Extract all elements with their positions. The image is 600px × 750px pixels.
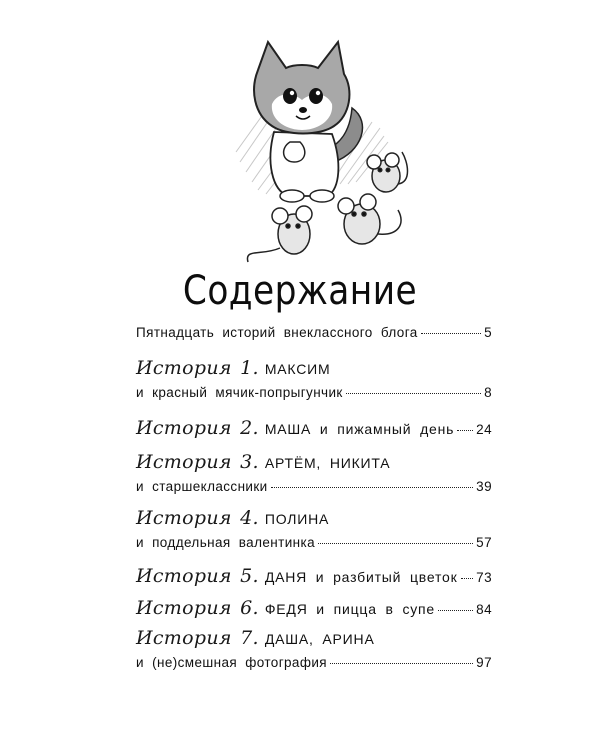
toc-line [136,507,492,529]
toc-entry-story-7[interactable] [136,627,492,670]
toc-entry-title: ПОЛИНА [264,511,330,527]
dot-leader [457,430,473,431]
toc-entry-story-6[interactable] [136,597,492,619]
story-number-label: История 1. [136,357,259,379]
toc-line [136,325,492,340]
mouse-icon [367,152,408,192]
toc-line [136,597,492,619]
toc-entry-title: МАКСИМ [264,361,331,377]
toc-line [136,535,492,550]
fox-with-mice-illustration [222,12,410,274]
page-title: Содержание [182,268,418,314]
toc-line [136,627,492,649]
page-number: 84 [476,602,492,617]
story-number-label: История 3. [136,451,259,473]
toc-entry-title: ДАНЯ и разбитый цветок [264,569,458,585]
toc-line [136,479,492,494]
mouse-icon [247,206,312,262]
toc-line [136,417,492,439]
dot-leader [330,663,473,664]
page-number: 8 [484,385,492,400]
toc-entry-title: МАША и пижамный день [264,421,455,437]
fox-cub-icon [222,12,410,274]
dot-leader [461,578,474,579]
page-number: 24 [476,422,492,437]
page-number: 39 [476,479,492,494]
toc-entry-story-4[interactable] [136,507,492,550]
toc-entry-subtitle: и красный мячик-попрыгунчик [136,385,343,400]
page-number: 97 [476,655,492,670]
dot-leader [318,543,473,544]
toc-entry-subtitle: и поддельная валентинка [136,535,316,550]
story-number-label: История 7. [136,627,259,649]
story-number-label: История 2. [136,417,259,439]
toc-entry-subtitle: и старшеклассники [136,479,268,494]
toc-entry-story-3[interactable] [136,451,492,494]
dot-leader [346,393,481,394]
toc-entry-title: ДАША, АРИНА [264,631,375,647]
toc-entry-story-5[interactable] [136,565,492,587]
mouse-icon [338,194,401,244]
toc-line [136,385,492,400]
dot-leader [438,610,473,611]
page-number: 5 [484,325,492,340]
page-number: 57 [476,535,492,550]
toc-line [136,565,492,587]
story-number-label: История 4. [136,507,259,529]
toc-entry-title: АРТЁМ, НИКИТА [264,455,391,471]
toc-entry-story-2[interactable] [136,417,492,439]
dot-leader [271,487,474,488]
toc-entry-title: ФЕДЯ и пицца в супе [264,601,436,617]
toc-entry-subtitle: и (не)смешная фотография [136,655,327,670]
toc-line [136,357,492,379]
toc-line [136,451,492,473]
story-number-label: История 5. [136,565,259,587]
toc-entry-title: Пятнадцать историй внеклассного блога [136,325,418,340]
dot-leader [421,333,481,334]
story-number-label: История 6. [136,597,259,619]
toc-entry-story-1[interactable] [136,357,492,400]
toc-line [136,655,492,670]
page-number: 73 [476,570,492,585]
toc-entry-intro[interactable] [136,325,492,340]
